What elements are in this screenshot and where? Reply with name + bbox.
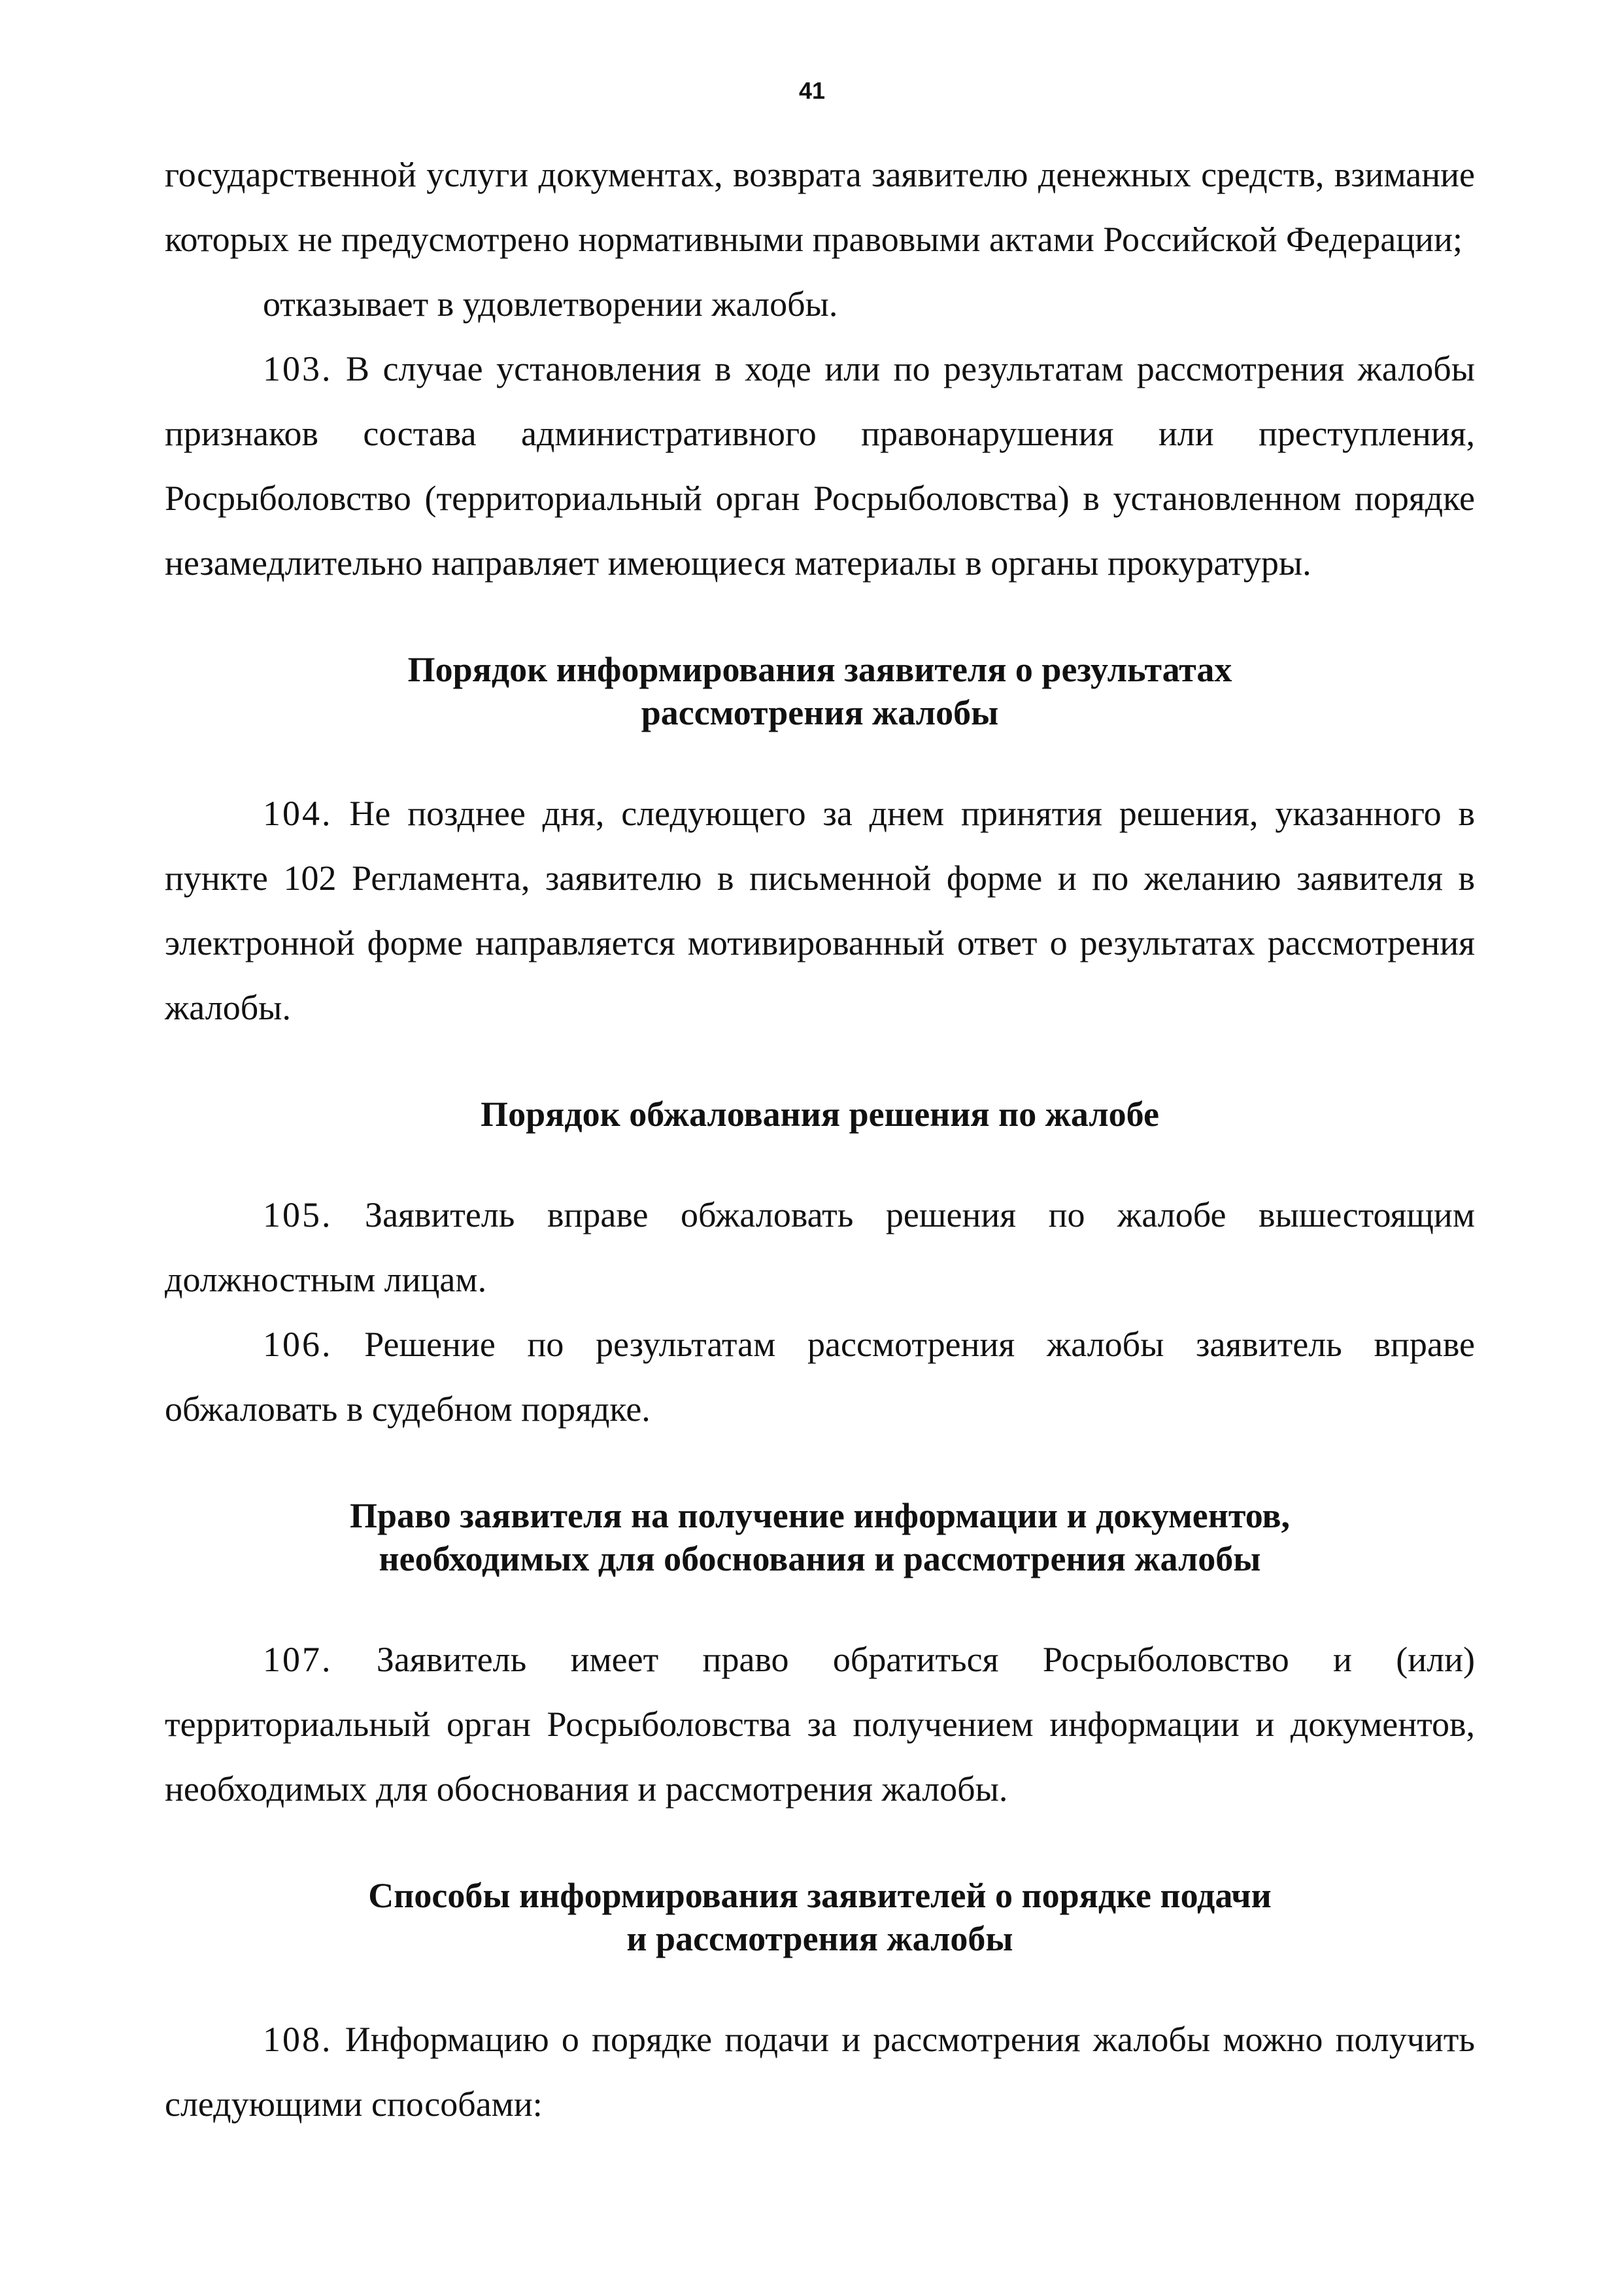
section-heading-informing-results — [165, 648, 1475, 734]
heading-line: Право заявителя на получение информации и документов, — [349, 1496, 1291, 1535]
paragraph-text: Не позднее дня, следующего за днем принятия решения, указанного в пункте 102 Регламента, заявителю в письменной форме и по желанию заявителя в электронной форме направляется мотивированный ответ о результатах рассмотрения жалобы. — [165, 794, 1475, 1027]
heading-line: Способы информирования заявителей о порядке подачи — [368, 1876, 1272, 1915]
paragraph-108 — [165, 2007, 1475, 2137]
paragraph-106 — [165, 1312, 1475, 1442]
paragraph-105 — [165, 1183, 1475, 1312]
heading-line: и рассмотрения жалобы — [626, 1919, 1013, 1958]
paragraph-continuation — [165, 143, 1475, 272]
section-heading-right-to-information — [165, 1494, 1475, 1580]
paragraph-text: Заявитель имеет право обратиться Росрыболовство и (или) территориальный орган Росрыболовства за получением информации и документов, необходимых для обоснования и рассмотрения жалобы. — [165, 1640, 1476, 1809]
paragraph-number: 107. — [263, 1640, 333, 1679]
paragraph-text: Заявитель вправе обжаловать решения по жалобе вышестоящим должностным лицам. — [165, 1195, 1475, 1299]
section-heading-informing-methods — [165, 1874, 1475, 1960]
paragraph-refusal — [165, 272, 1475, 337]
paragraph-number: 108. — [263, 2020, 333, 2059]
section-heading-appeal-procedure — [165, 1093, 1475, 1136]
page-number: 41 — [798, 77, 826, 104]
paragraph-number: 103. — [263, 349, 333, 388]
heading-line: необходимых для обоснования и рассмотрения жалобы — [379, 1539, 1261, 1578]
paragraph-number: 105. — [263, 1195, 333, 1234]
heading-line: рассмотрения жалобы — [641, 693, 999, 732]
paragraph-number: 106. — [263, 1325, 333, 1364]
paragraph-107 — [165, 1627, 1475, 1822]
document-body — [165, 143, 1475, 2137]
paragraph-104 — [165, 781, 1475, 1040]
paragraph-text: В случае установления в ходе или по результатам рассмотрения жалобы признаков состава административного правонарушения или преступления, Росрыболовство (территориальный орган Росрыболовства) в установленном порядке незамедлительно направляет имеющиеся материалы в органы прокуратуры. — [165, 349, 1476, 583]
paragraph-103 — [165, 337, 1475, 596]
paragraph-number: 104. — [263, 794, 333, 833]
paragraph-text: Решение по результатам рассмотрения жалобы заявитель вправе обжаловать в судебном порядке. — [165, 1325, 1476, 1429]
heading-line: Порядок информирования заявителя о результатах — [407, 650, 1232, 689]
paragraph-text: Информацию о порядке подачи и рассмотрения жалобы можно получить следующими способами: — [165, 2020, 1475, 2124]
paragraph-text: государственной услуги документах, возврата заявителю денежных средств, взимание которых не предусмотрено нормативными правовыми актами Российской Федерации; — [165, 155, 1475, 259]
paragraph-text: отказывает в удовлетворении жалобы. — [263, 284, 838, 324]
heading-line: Порядок обжалования решения по жалобе — [481, 1095, 1159, 1134]
